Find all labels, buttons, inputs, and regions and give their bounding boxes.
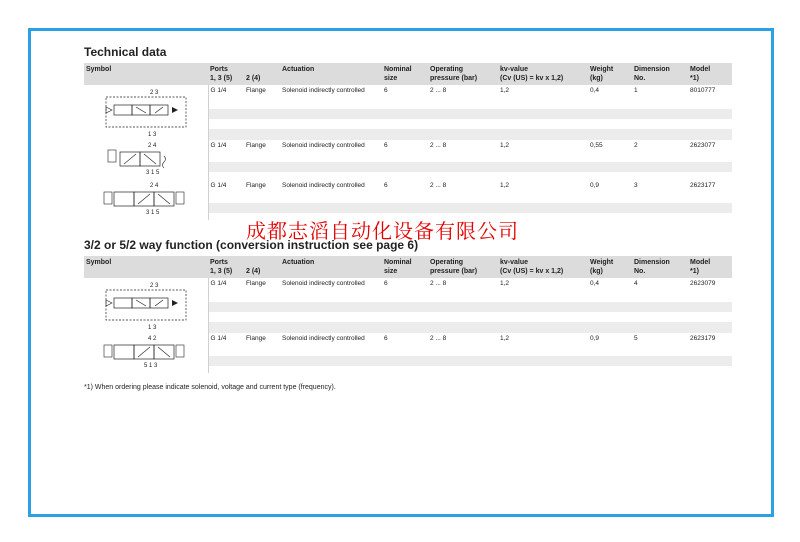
valve-symbol-3-2-dashed	[84, 278, 208, 333]
footnote: *1) When ordering please indicate solenoid, voltage and current type (frequency).	[84, 384, 336, 391]
cell-size: 6	[384, 142, 388, 149]
cell-actuation: Solenoid indirectly controlled	[282, 335, 365, 342]
table-row	[84, 278, 732, 292]
cell-kv: 1,2	[500, 280, 510, 287]
cell-ports: G 1/4	[210, 142, 227, 149]
col-header-kv: kv-value (Cv (US) = kv x 1,2)	[498, 256, 588, 278]
symbol-port-label-top: 2 4	[150, 183, 159, 189]
cell-weight: 0,4	[590, 280, 600, 287]
cell-dimension: 1	[634, 87, 638, 94]
col-header-ports: Ports 1, 3 (5)	[208, 63, 244, 85]
cell-kv: 1,2	[500, 87, 510, 94]
col-header-ports: Ports 1, 3 (5)	[208, 256, 244, 278]
cell-dimension: 2	[634, 142, 638, 149]
cell-ports: G 1/4	[210, 335, 227, 342]
cell-actuation: Solenoid indirectly controlled	[282, 280, 365, 287]
cell-dimension: 4	[634, 280, 638, 287]
table-row	[84, 85, 732, 99]
cell-pressure: 2 ... 8	[430, 280, 447, 287]
cell-actuation: Solenoid indirectly controlled	[282, 182, 365, 189]
cell-model: 2623177	[690, 182, 716, 189]
symbol-port-label-bottom: 1 3	[148, 325, 157, 331]
cell-port2: Flange	[246, 335, 266, 342]
symbol-port-label-top: 4 2	[148, 336, 157, 342]
col-header-pressure: Operating pressure (bar)	[428, 63, 498, 85]
cell-kv: 1,2	[500, 335, 510, 342]
section-title-conversion: 3/2 or 5/2 way function (conversion instruction see page 6)	[84, 238, 419, 252]
col-header-weight: Weight (kg)	[588, 63, 632, 85]
col-header-dimension: Dimension No.	[632, 63, 688, 85]
cell-ports: G 1/4	[210, 182, 227, 189]
cell-actuation: Solenoid indirectly controlled	[282, 87, 365, 94]
symbol-port-label-top: 2 3	[150, 283, 159, 289]
col-header-symbol: Symbol	[84, 256, 208, 278]
symbol-port-label-bottom: 5 1 3	[144, 363, 158, 369]
cell-port2: Flange	[246, 280, 266, 287]
symbol-port-label-bottom: 1 3	[148, 132, 157, 138]
valve-symbol-5-2-single	[84, 140, 208, 180]
col-header-port2: 2 (4)	[244, 256, 280, 278]
cell-size: 6	[384, 182, 388, 189]
cell-kv: 1,2	[500, 142, 510, 149]
valve-symbol-5-2-double	[84, 333, 208, 373]
col-header-nominal-size: Nominal size	[382, 256, 428, 278]
valve-symbol-5-2-double	[84, 180, 208, 220]
cell-ports: G 1/4	[210, 87, 227, 94]
col-header-kv: kv-value (Cv (US) = kv x 1,2)	[498, 63, 588, 85]
col-header-nominal-size: Nominal size	[382, 63, 428, 85]
cell-pressure: 2 ... 8	[430, 87, 447, 94]
col-header-dimension: Dimension No.	[632, 256, 688, 278]
cell-weight: 0,9	[590, 335, 600, 342]
cell-model: 2623179	[690, 335, 716, 342]
symbol-port-label-bottom: 3 1 5	[146, 170, 160, 176]
technical-data-table	[84, 63, 732, 220]
cell-weight: 0,4	[590, 87, 600, 94]
conversion-table	[84, 256, 732, 373]
cell-port2: Flange	[246, 182, 266, 189]
col-header-symbol: Symbol	[84, 63, 208, 85]
watermark-company-name: 成都志滔自动化设备有限公司	[246, 221, 519, 243]
cell-pressure: 2 ... 8	[430, 182, 447, 189]
cell-pressure: 2 ... 8	[430, 142, 447, 149]
table-header-row	[84, 63, 732, 85]
valve-symbol-3-2-dashed	[84, 85, 208, 140]
cell-ports: G 1/4	[210, 280, 227, 287]
cell-weight: 0,55	[590, 142, 603, 149]
cell-size: 6	[384, 87, 388, 94]
cell-size: 6	[384, 280, 388, 287]
symbol-port-label-top: 2 4	[148, 143, 157, 149]
cell-port2: Flange	[246, 142, 266, 149]
col-header-pressure: Operating pressure (bar)	[428, 256, 498, 278]
col-header-model: Model *1)	[688, 63, 732, 85]
cell-pressure: 2 ... 8	[430, 335, 447, 342]
cell-size: 6	[384, 335, 388, 342]
col-header-weight: Weight (kg)	[588, 256, 632, 278]
table-row	[84, 140, 732, 162]
col-header-actuation: Actuation	[280, 256, 382, 278]
cell-weight: 0,9	[590, 182, 600, 189]
col-header-port2: 2 (4)	[244, 63, 280, 85]
symbol-port-label-top: 2 3	[150, 90, 159, 96]
col-header-actuation: Actuation	[280, 63, 382, 85]
symbol-port-label-bottom: 3 1 5	[146, 210, 160, 216]
cell-dimension: 3	[634, 182, 638, 189]
section-title-technical-data: Technical data	[84, 45, 167, 59]
cell-dimension: 5	[634, 335, 638, 342]
cell-model: 8010777	[690, 87, 716, 94]
cell-model: 2623079	[690, 280, 716, 287]
table-row	[84, 180, 732, 203]
table-header-row	[84, 256, 732, 278]
cell-port2: Flange	[246, 87, 266, 94]
cell-actuation: Solenoid indirectly controlled	[282, 142, 365, 149]
table-row	[84, 333, 732, 356]
cell-model: 2623077	[690, 142, 716, 149]
cell-kv: 1,2	[500, 182, 510, 189]
col-header-model: Model *1)	[688, 256, 732, 278]
